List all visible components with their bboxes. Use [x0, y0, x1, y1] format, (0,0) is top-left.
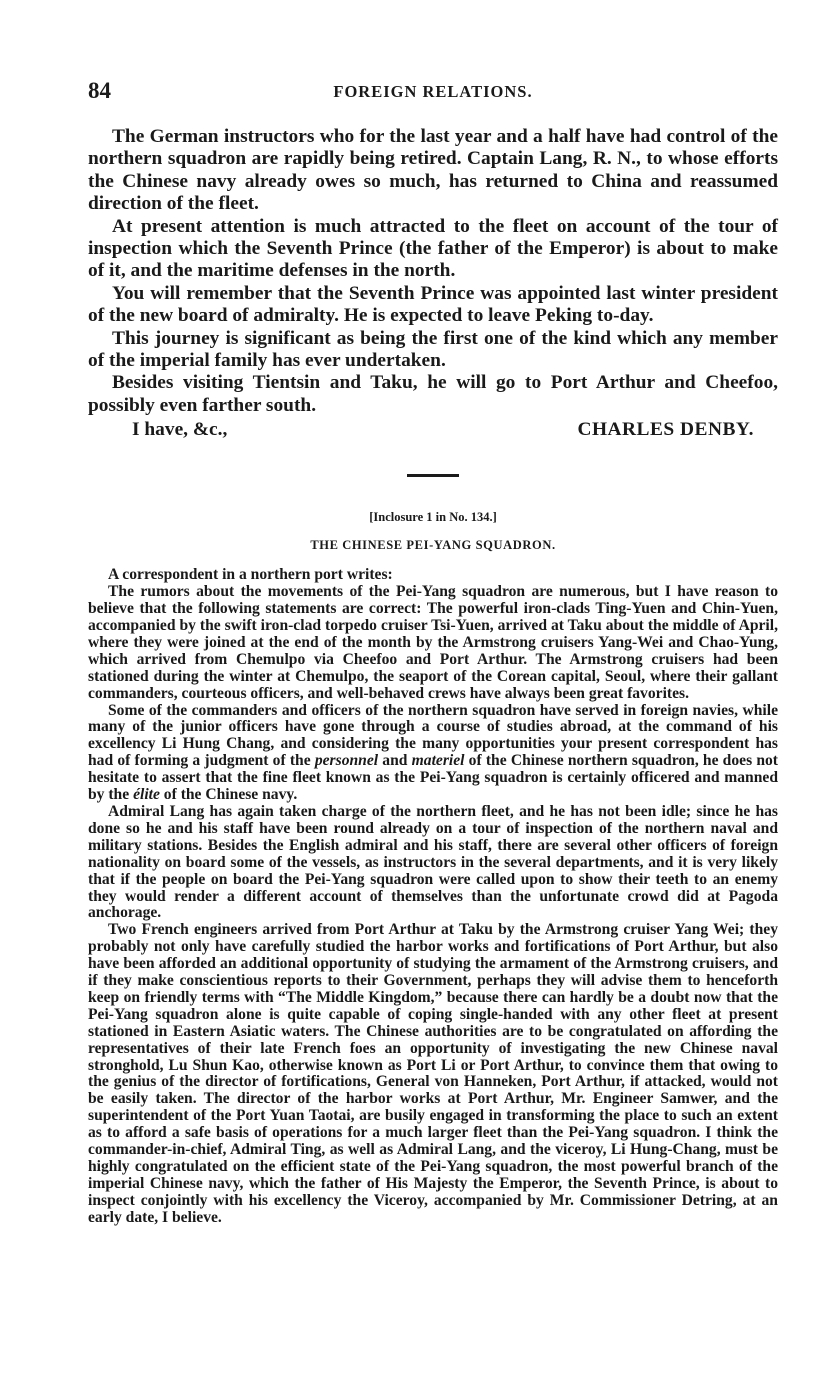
letter-closing: [88, 417, 778, 441]
salutation: I have, &c.,: [132, 419, 228, 441]
running-title: FOREIGN RELATIONS.: [333, 82, 533, 101]
article-body: [88, 567, 778, 1226]
inclosure-title: THE CHINESE PEI-YANG SQUADRON.: [310, 538, 556, 553]
italic-term: personnel: [314, 752, 379, 770]
letter-paragraph: This journey is significant as being the first one of the kind which any member of the imperial family has ever undertaken.: [88, 327, 778, 372]
signature: CHARLES DENBY.: [577, 419, 754, 441]
article-text: and: [378, 752, 412, 770]
article-paragraph: Two French engineers arrived from Port Arthur at Taku by the Armstrong cruiser Yang Wei; they probably not only have carefully studied the harbor works and fortifications of Port Arthur, but also have been afforded an additional opportunity of studying the armament of the Armstrong cruisers, and if they make conscientious reports to their Government, perhaps they will advise them to henceforth keep on friendly terms with “The Middle Kingdom,” because there can hardly be a doubt now that the Pei-Yang squadron alone is quite capable of coping single-handed with any other fleet at present stationed in Eastern Asiatic waters. The Chinese authorities are to be congratulated on affording the representatives of their late French foes an opportunity of investigating the new Chinese naval stronghold, Lu Shun Kao, otherwise known as Port Li or Port Arthur, to convince them that owing to the genius of the director of fortifications, General von Hanneken, Port Arthur, if attacked, would not be easily taken. The director of the harbor works at Port Arthur, Mr. Engineer Samwer, and the superintendent of the Port Yuan Taotai, are busily engaged in transforming the place to such an extent as to afford a safe basis of operations for a much larger fleet than the Pei-Yang squadron. I think the commander-in-chief, Admiral Ting, as well as Admiral Lang, and the viceroy, Li Hung-Chang, must be highly congratulated on the efficient state of the Pei-Yang squadron, the most powerful branch of the imperial Chinese navy, which the father of His Majesty the Emperor, the Seventh Prince, is about to inspect conjointly with his excellency the Viceroy, accompanied by Mr. Commissioner Detring, at an early date, I believe.: [88, 921, 778, 1226]
italic-term: élite: [133, 786, 160, 804]
article-text: of the Chinese northern squadron, he does not hesitate to assert that the fine fleet known as the Pei-Yang squadron is certainly officered and manned by the: [88, 752, 778, 804]
article-paragraph: [88, 703, 778, 804]
article-intro: A correspondent in a northern port writes:: [108, 566, 393, 584]
letter-paragraph: Besides visiting Tientsin and Taku, he will go to Port Arthur and Cheefoo, possibly even farther south.: [88, 372, 778, 416]
section-divider: [407, 474, 459, 477]
running-head: [88, 78, 778, 112]
italic-term: materiel: [411, 752, 465, 770]
page-number: 84: [88, 78, 111, 103]
document-page: [88, 78, 778, 1227]
letter-body: [88, 126, 778, 441]
article-text: of the Chinese navy.: [159, 786, 298, 804]
letter-paragraph: The German instructors who for the last year and a half have had control of the northern squadron are rapidly being retired. Captain Lang, R. N., to whose efforts the Chinese navy already owes so much, has returned to China and reassumed direction of the fleet.: [88, 126, 778, 215]
article-paragraph: Admiral Lang has again taken charge of the northern fleet, and he has not been idle; since he has done so he and his staff have been round already on a tour of inspection of the northern naval and military stations. Besides the English admiral and his staff, there are several other officers of foreign nationality on board some of the vessels, as instructors in the several departments, and it is very likely that if the people on board the Pei-Yang squadron were called upon to show their teeth to an enemy they would render a different account of themselves than the unfortunate crowd did at Pagoda anchorage.: [88, 802, 778, 922]
article-text: Some of the commanders and officers of the northern squadron have served in foreign navies, while many of the junior officers have gone through a course of studies abroad, at the command of his excellency Li Hung Chang, and considering the many opportunities your present correspondent has had of forming a judgment of the: [88, 701, 778, 770]
article-paragraph: The rumors about the movements of the Pei-Yang squadron are numerous, but I have reason to believe that the following statements are correct: The powerful iron-clads Ting-Yuen and Chin-Yuen, accompanied by the swift iron-clad torpedo cruiser Tsi-Yuen, arrived at Taku about the middle of April, where they were joined at the end of the month by the Armstrong cruisers Yang-Wei and Chao-Yung, which arrived from Chemulpo via Cheefoo and Port Arthur. The Armstrong cruisers had been stationed during the winter at Chemulpo, the seaport of the Corean capital, Seoul, where their gallant commanders, courteous officers, and well-behaved crews have always been great favorites.: [88, 583, 778, 702]
inclosure-label: [Inclosure 1 in No. 134.]: [369, 510, 497, 525]
letter-paragraph: At present attention is much attracted to the fleet on account of the tour of inspection which the Seventh Prince (the father of the Emperor) is about to make of it, and the maritime defenses in the north.: [88, 215, 778, 282]
letter-paragraph: You will remember that the Seventh Prince was appointed last winter president of the new board of admiralty. He is expected to leave Peking to-day.: [88, 282, 778, 327]
